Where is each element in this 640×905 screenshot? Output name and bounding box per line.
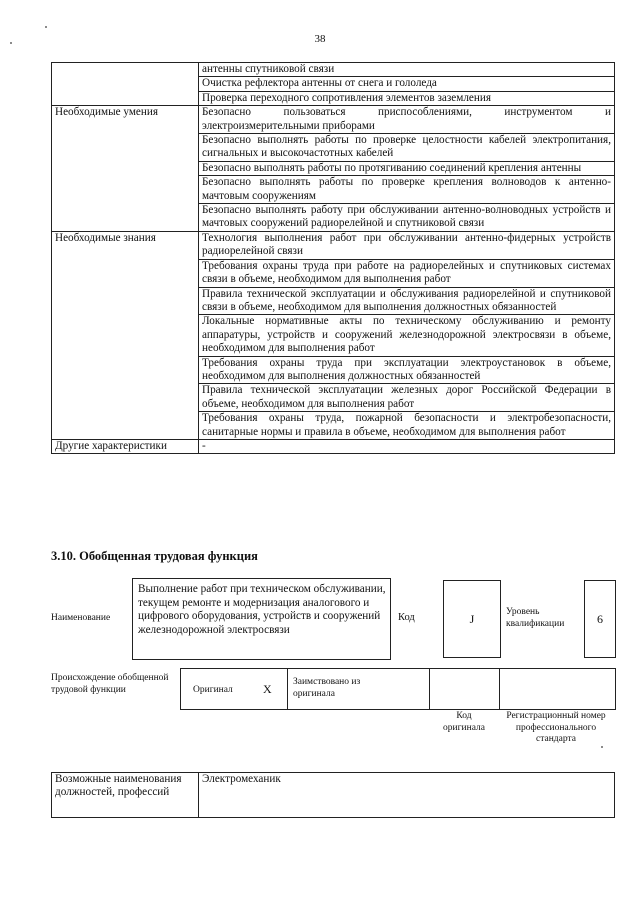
level-label: Уровень квалификации (506, 607, 565, 629)
table-cell: Технология выполнения работ при обслуживании антенно-фидерных устройств радиорелейной связи (199, 231, 615, 259)
table-cell: Требования охраны труда при эксплуатации электроустановок в объеме, необходимом для выполнения должностных обязанностей (199, 356, 615, 384)
level-value-box (584, 580, 616, 658)
table-row (52, 439, 615, 453)
borrowed-label: Заимствовано из оригинала (293, 677, 361, 699)
table-cell: антенны спутниковой связи (199, 63, 615, 77)
scan-speck (601, 746, 603, 748)
table-row (52, 106, 615, 134)
table-cell: Требования охраны труда при работе на радиорелейных и спутниковых системах связи в объеме, необходимом для выполнения работ (199, 259, 615, 287)
table-cell: Правила технической эксплуатации железных дорог Российской Федерации в объеме, необходимом для выполнения работ (199, 384, 615, 412)
table-cell: Безопасно пользоваться приспособлениями, инструментом и электроизмерительными приборами (199, 106, 615, 134)
table-row (52, 63, 615, 77)
origin-divider (429, 669, 430, 709)
positions-value: Электромеханик (199, 773, 615, 818)
origin-divider (499, 669, 500, 709)
code-value-box (443, 580, 501, 658)
origin-label: Происхождение обобщенной трудовой функции (51, 673, 169, 695)
row-label-other: Другие характеристики (52, 439, 199, 453)
level-value: 6 (597, 612, 603, 626)
origin-divider (287, 669, 288, 709)
table-row (52, 231, 615, 259)
original-mark: X (263, 682, 272, 696)
name-label: Наименование (51, 613, 111, 623)
positions-table (51, 772, 615, 818)
table-cell: Безопасно выполнять работы по проверке крепления волноводов к антенно-мачтовым сооружениям (199, 176, 615, 204)
table-row (52, 773, 615, 818)
reg-number-caption: Регистрационный номер профессионального стандарта (506, 711, 606, 744)
table-cell: Правила технической эксплуатации и обслуживания радиорелейной и спутниковой связи в объеме, необходимом для выполнения должностных обязанностей (199, 287, 615, 315)
row-label-skills: Необходимые умения (52, 106, 199, 232)
positions-label: Возможные наименования должностей, профессий (52, 773, 199, 818)
table-cell: Безопасно выполнять работы по протягиванию соединений крепления антенны (199, 161, 615, 175)
table-cell: Требования охраны труда, пожарной безопасности и электробезопасности, санитарные нормы и правила в объеме, необходимом для выполнения работ (199, 412, 615, 440)
table-cell: - (199, 439, 615, 453)
page-number: 38 (314, 33, 326, 45)
requirements-table (51, 62, 615, 454)
table-cell: Безопасно выполнять работы по проверке целостности кабелей электропитания, сигнальных и высокочастотных кабелей (199, 134, 615, 162)
name-value: Выполнение работ при техническом обслуживании, текущем ремонте и модернизация аналогового и цифрового оборудования, устройств и сооружений железнодорожной электросвязи (138, 583, 386, 636)
table-cell: Безопасно выполнять работу при обслуживании антенно-волноводных устройств и мачтовых сооружений радиорелейной и спутниковой связи (199, 204, 615, 232)
table-cell: Проверка переходного сопротивления элементов заземления (199, 91, 615, 105)
code-value: J (469, 612, 475, 626)
section-heading: 3.10. Обобщенная трудовая функция (51, 549, 258, 563)
name-value-box (132, 578, 391, 660)
code-original-caption: Код оригинала (443, 711, 485, 733)
code-label: Код (398, 612, 415, 623)
scan-speck (45, 26, 47, 28)
row-label-knowledge: Необходимые знания (52, 231, 199, 439)
table-cell: Локальные нормативные акты по техническому обслуживанию и ремонту аппаратуры, устройств и сооружений железнодорожной электросвязи в объеме, необходимом для выполнения работ (199, 315, 615, 356)
row-label (52, 63, 199, 106)
original-label: Оригинал (193, 685, 233, 695)
origin-table (180, 668, 616, 710)
table-cell: Очистка рефлектора антенны от снега и гололеда (199, 77, 615, 91)
